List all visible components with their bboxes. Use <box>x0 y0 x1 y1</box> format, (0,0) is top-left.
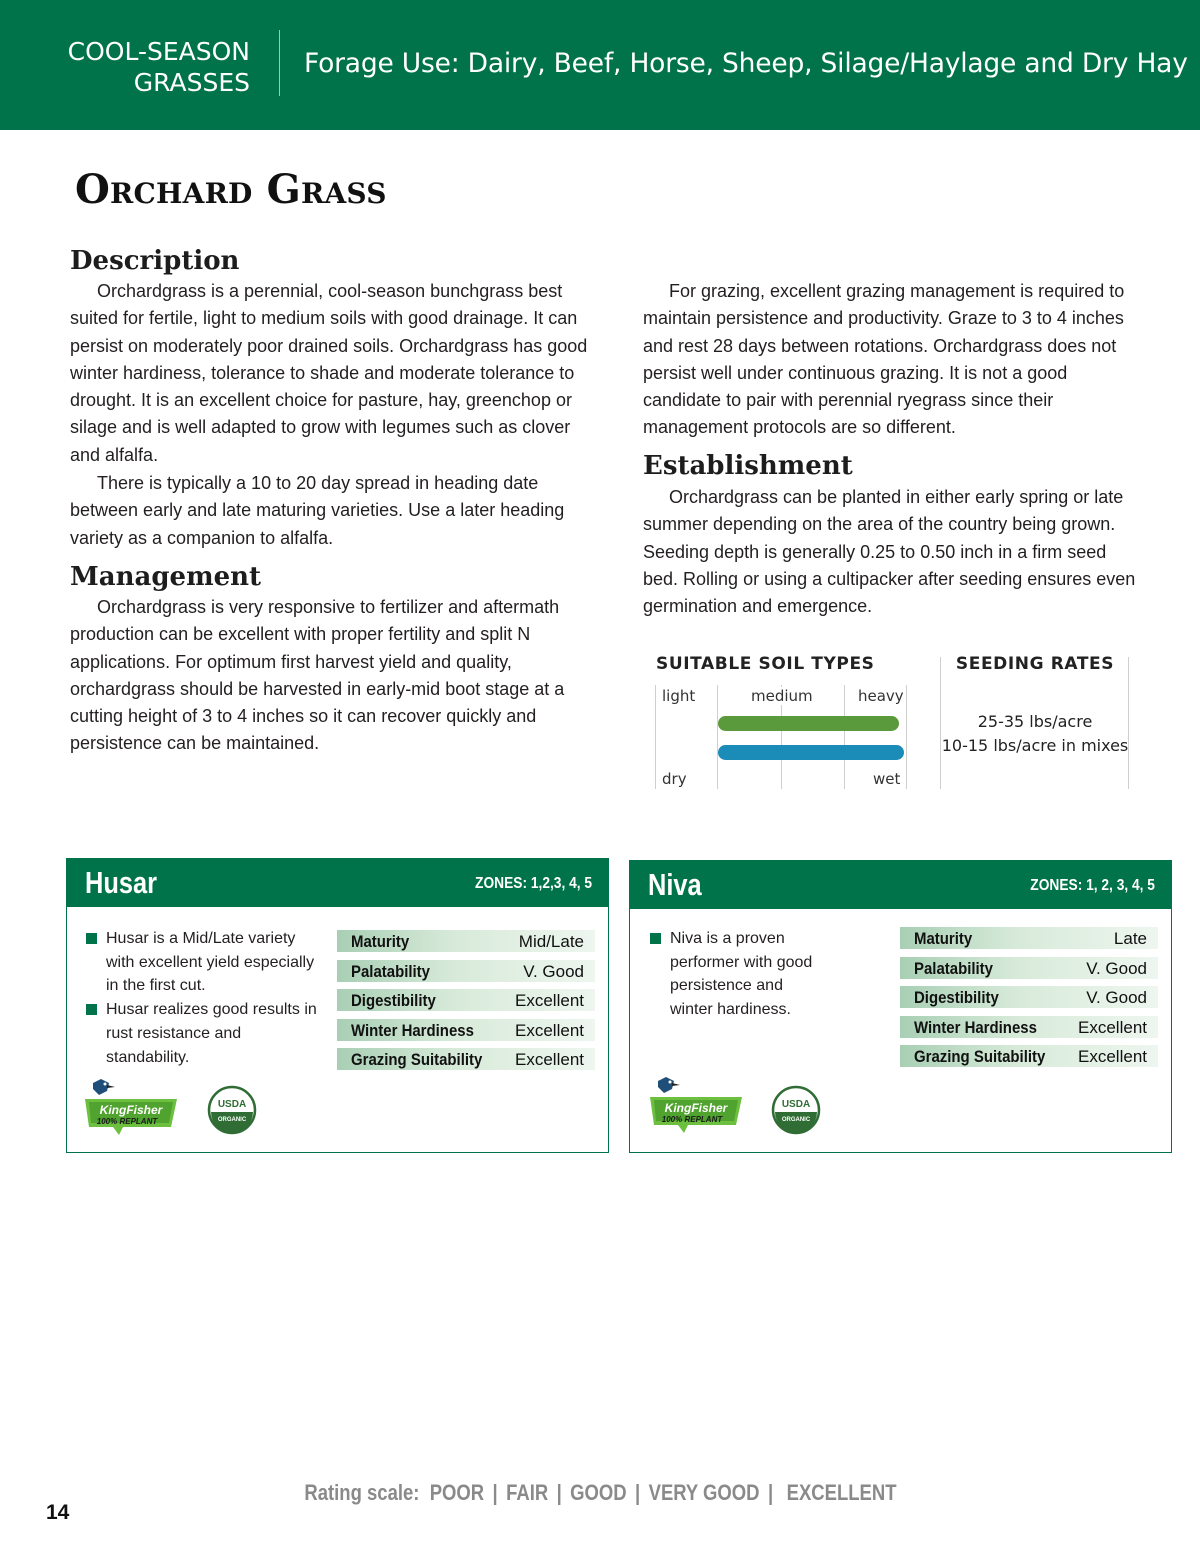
rating-row-grazing-suitability <box>900 1045 1158 1067</box>
rating-level: FAIR <box>505 1480 548 1505</box>
grid-line <box>906 685 907 789</box>
variety-name: Niva <box>648 867 702 902</box>
variety-card-niva <box>629 860 1172 1153</box>
rating-label: Maturity <box>351 932 410 951</box>
rating-value: V. Good <box>523 961 584 981</box>
variety-zones: ZONES: 1, 2, 3, 4, 5 <box>1030 877 1155 894</box>
rating-label: Maturity <box>914 929 973 948</box>
rating-row-maturity <box>900 927 1158 949</box>
description-paragraph-2: There is typically a 10 to 20 day spread in heading date between early and late maturing varieties. Use a later heading variety as a companion to alfalfa. <box>70 473 565 548</box>
soil-label-medium: medium <box>751 687 813 705</box>
rating-row-winter-hardiness <box>337 1019 595 1041</box>
soil-texture-bar <box>718 716 899 731</box>
svg-text:ORGANIC: ORGANIC <box>217 1117 247 1123</box>
svg-text:USDA: USDA <box>217 1099 247 1110</box>
rating-row-palatability <box>337 960 595 982</box>
soil-types-title: SUITABLE SOIL TYPES <box>656 654 875 674</box>
forage-use: Forage Use: Dairy, Beef, Horse, Sheep, Silage/Haylage and Dry Hay <box>304 48 1188 79</box>
page-title: Orchard Grass <box>75 166 387 213</box>
soil-types-chart <box>655 685 907 789</box>
page-number: 14 <box>46 1501 70 1524</box>
variety-card-husar <box>66 858 609 1153</box>
management-paragraph-1: Orchardgrass is very responsive to fertilizer and aftermath production can be excellent with proper fertility and split N applications. For optimum first harvest yield and quality, orchardgrass should be harvested in early-mid boot stage at a cutting height of 3 to 4 inches so it can recover quickly and persistence can be maintained. <box>70 597 565 754</box>
rating-label: Digestibility <box>351 991 436 1011</box>
rating-value: V. Good <box>1086 988 1147 1008</box>
variety-bullet: Niva is a proven performer with good persistence and winter hardiness. <box>650 927 830 1022</box>
rating-value: Excellent <box>515 991 584 1011</box>
variety-name: Husar <box>85 865 158 900</box>
rating-row-maturity <box>337 930 595 952</box>
management-heading: Management <box>70 562 262 592</box>
rating-label: Winter Hardiness <box>914 1017 1037 1037</box>
section-label-line2: GRASSES <box>133 68 250 97</box>
rating-label: Grazing Suitability <box>914 1047 1046 1067</box>
rating-label: Grazing Suitability <box>351 1050 483 1070</box>
soil-label-heavy: heavy <box>858 687 904 705</box>
description-heading: Description <box>70 246 240 276</box>
grid-line <box>655 685 656 789</box>
rating-label: Palatability <box>914 958 993 978</box>
rating-row-palatability <box>900 957 1158 979</box>
rating-value: Excellent <box>515 1020 584 1040</box>
svg-text:100% REPLANT: 100% REPLANT <box>96 1117 158 1126</box>
usda-organic-logo <box>771 1085 821 1135</box>
rating-row-digestibility <box>900 986 1158 1008</box>
rating-row-digestibility <box>337 989 595 1011</box>
establishment-paragraph: Orchardgrass can be planted in either early spring or late summer depending on the area of the country being grown. Seeding depth is generally 0.25 to 0.50 inch in a firm seed bed. Rolling or using a cultipacker after seeding ensures even germination and emergence. <box>643 487 1136 617</box>
rating-value: V. Good <box>1086 958 1147 978</box>
variety-card-header <box>630 861 1171 909</box>
establishment-heading: Establishment <box>643 451 853 481</box>
section-label <box>40 36 250 98</box>
rating-value: Excellent <box>1078 1017 1147 1037</box>
kingfisher-logo <box>648 1075 744 1135</box>
rating-value: Excellent <box>1078 1047 1147 1067</box>
description-paragraph-1: Orchardgrass is a perennial, cool-season bunchgrass best suited for fertile, light to medium soils with good drainage. It can persist on moderately poor drained soils. Orchardgrass has good winter hardiness, tolerance to shade and moderate tolerance to drought. It is an excellent choice for pasture, hay, greenchop or silage and is well adapted to grow with legumes such as clover and alfalfa. <box>70 281 588 465</box>
rating-value: Mid/Late <box>518 932 584 951</box>
header-band <box>0 0 1200 130</box>
ratings-table <box>337 930 595 1078</box>
rating-level: VERY GOOD <box>648 1480 760 1505</box>
grid-line <box>717 685 718 789</box>
rating-scale-label: Rating scale: <box>303 1480 419 1505</box>
variety-card-header <box>67 859 608 907</box>
seeding-rate-line-1: 25-35 lbs/acre <box>977 712 1093 731</box>
management-paragraph-2: For grazing, excellent grazing management is required to maintain persistence and productivity. Graze to 3 to 4 inches and rest 28 days between rotations. Orchardgrass does not persist well under continuous grazing. It is not a good candidate to pair with perennial ryegrass since their management protocols are so different. <box>643 281 1125 438</box>
rating-row-winter-hardiness <box>900 1016 1158 1038</box>
rating-value: Excellent <box>515 1050 584 1070</box>
rating-label: Digestibility <box>914 988 999 1008</box>
rating-level: POOR <box>429 1480 484 1505</box>
grid-line <box>844 685 845 789</box>
svg-text:KingFisher: KingFisher <box>99 1103 163 1117</box>
variety-bullets <box>650 927 830 1022</box>
seeding-rates-title: SEEDING RATES <box>955 654 1115 674</box>
soil-label-light: light <box>662 687 696 705</box>
variety-zones: ZONES: 1,2,3, 4, 5 <box>474 875 592 892</box>
rating-scale: Rating scale: POOR | FAIR | GOOD | VERY GOOD | EXCELLENT <box>0 1478 1200 1508</box>
variety-bullet: Husar realizes good results in rust resistance and standability. <box>86 998 318 1069</box>
soil-drainage-bar <box>718 745 904 760</box>
kingfisher-logo <box>83 1077 179 1137</box>
usda-organic-logo <box>207 1085 257 1135</box>
header-divider <box>279 30 280 96</box>
svg-text:USDA: USDA <box>781 1099 811 1110</box>
svg-text:ORGANIC: ORGANIC <box>781 1117 811 1123</box>
ratings-table <box>900 927 1158 1075</box>
rating-level: EXCELLENT <box>786 1480 897 1505</box>
variety-bullets <box>86 927 318 1069</box>
seeding-rate-line-2: 10-15 lbs/acre in mixes <box>941 736 1129 755</box>
svg-text:KingFisher: KingFisher <box>664 1101 728 1115</box>
rating-label: Palatability <box>351 961 430 981</box>
variety-bullet: Husar is a Mid/Late variety with excellent yield especially in the first cut. <box>86 927 318 998</box>
section-label-line1: COOL-SEASON <box>67 37 250 66</box>
rating-label: Winter Hardiness <box>351 1020 474 1040</box>
rating-value: Late <box>1113 929 1147 948</box>
soil-label-dry: dry <box>662 770 687 788</box>
soil-label-wet: wet <box>873 770 901 788</box>
svg-text:100% REPLANT: 100% REPLANT <box>661 1115 723 1124</box>
rating-row-grazing-suitability <box>337 1048 595 1070</box>
rating-level: GOOD <box>569 1480 627 1505</box>
